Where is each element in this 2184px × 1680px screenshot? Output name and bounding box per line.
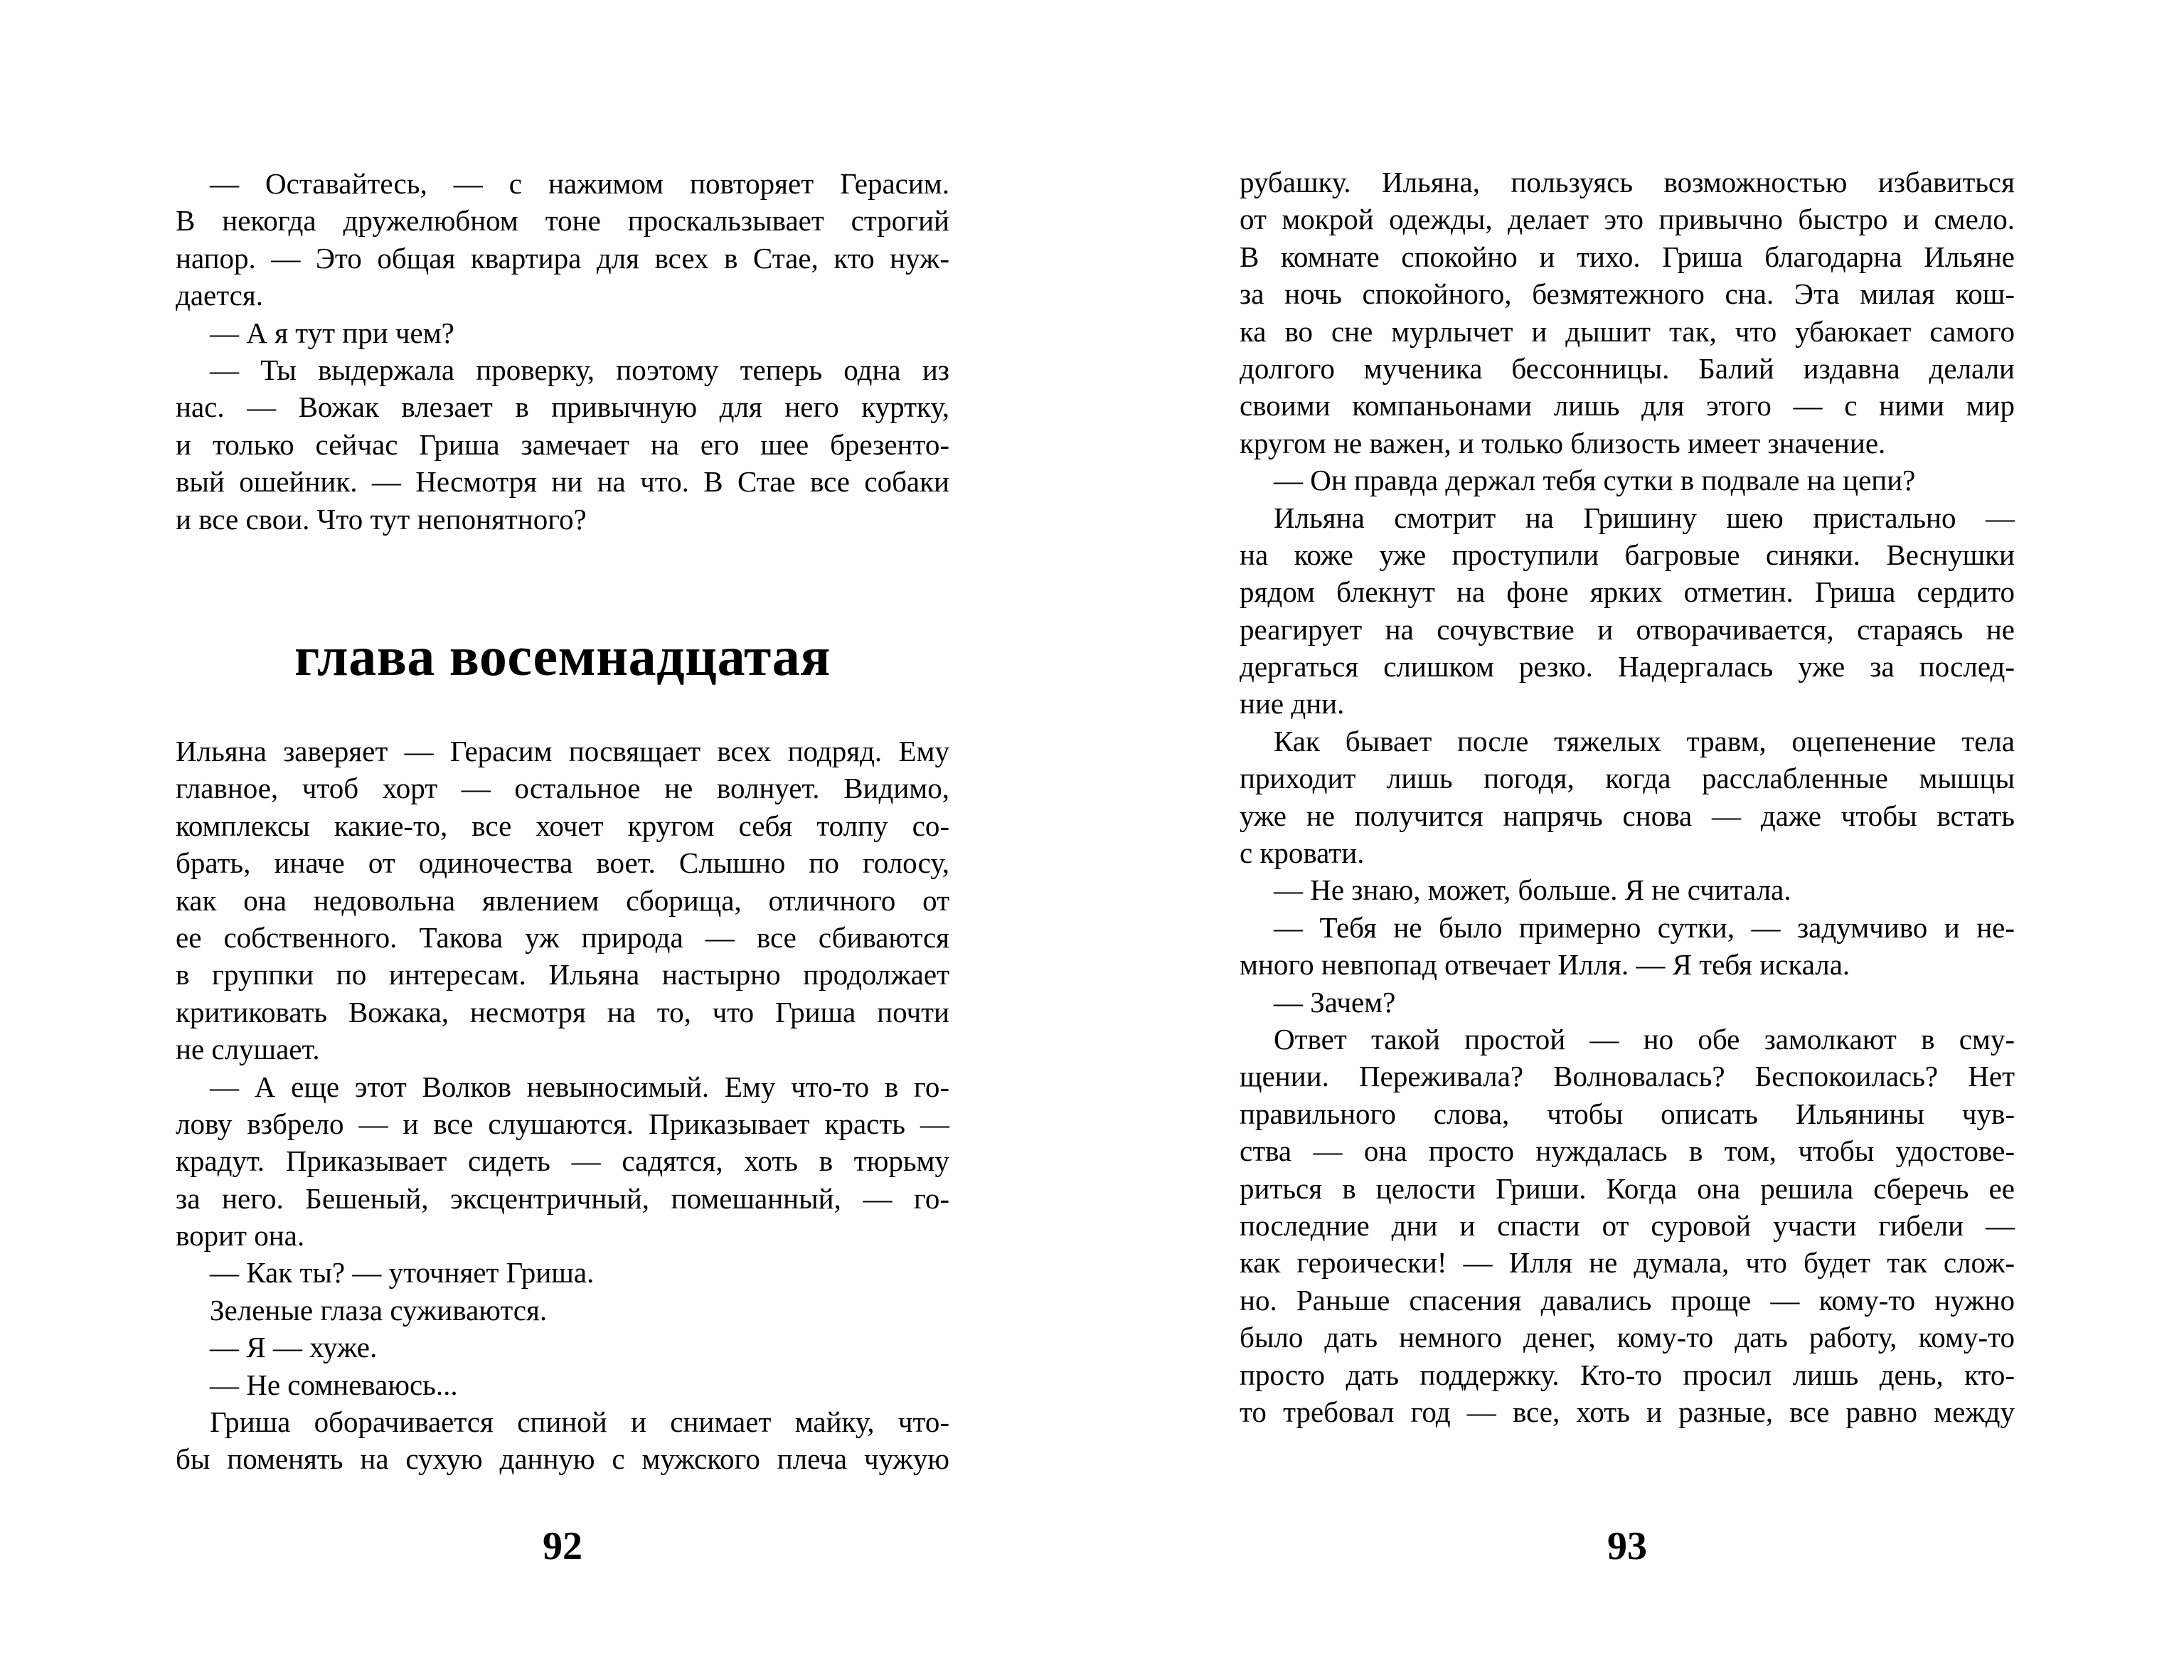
text-line: ние дни.: [1240, 687, 1345, 721]
text-line: Гриша оборачивается спиной и снимает майку, что-: [210, 1405, 949, 1439]
text-line: как она недовольна явлением сборища, отличного от: [176, 883, 949, 917]
text-line: В некогда дружелюбном тоне проскальзывает строгий: [176, 204, 949, 238]
paragraph: [176, 733, 949, 1068]
text-line: реагирует на сочувствие и отворачивается, стараясь не: [1240, 612, 2015, 646]
text-line: дается.: [176, 279, 263, 312]
text-line: — Оставайтесь, — с нажимом повторяет Герасим.: [210, 167, 949, 200]
text-line: и только сейчас Гриша замечает на его шее брезенто-: [176, 427, 949, 461]
paragraph: [176, 1403, 949, 1478]
text-line: — Я — хуже.: [210, 1331, 378, 1364]
text-line: критиковать Вожака, несмотря на то, что Гриша почти: [176, 995, 949, 1028]
text-line: вый ошейник. — Несмотря ни на что. В Стае все собаки: [176, 465, 949, 499]
paragraph: [1240, 499, 2015, 723]
text-line: бы поменять на сухую данную с мужского плеча чужую: [176, 1442, 949, 1476]
text-line: Зеленые глаза суживаются.: [210, 1293, 548, 1327]
text-line: напор. — Это общая квартира для всех в Стае, кто нуж-: [176, 241, 949, 275]
text-line: — Зачем?: [1274, 985, 1396, 1019]
text-line: — А еще этот Волков невыносимый. Ему что-то в го-: [210, 1070, 949, 1103]
text-line: — Как ты? — уточняет Гриша.: [210, 1256, 595, 1290]
text-line: приходит лишь погодя, когда расслабленные мышцы: [1240, 762, 2015, 795]
right-page-text: [1240, 164, 2015, 1430]
text-line: главное, чтоб хорт — остальное не волнует. Видимо,: [176, 772, 949, 805]
text-line: было дать немного денег, кому-то дать работу, кому-то: [1240, 1321, 2015, 1354]
text-line: риться в целости Гриши. Когда она решила сберечь ее: [1240, 1171, 2015, 1205]
text-line: от мокрой одежды, делает это привычно быстро и смело.: [1240, 203, 2015, 236]
text-line: за него. Бешеный, эксцентричный, помешанный, — го-: [176, 1181, 949, 1215]
text-line: кругом не важен, и только близость имеет значение.: [1240, 426, 1886, 459]
text-line: долгого мученика бессонницы. Балий издавна делали: [1240, 351, 2015, 385]
text-line: Как бывает после тяжелых травм, оцепенение тела: [1274, 724, 2015, 757]
paragraph: [1240, 909, 2015, 984]
paragraph: [1240, 462, 2015, 499]
paragraph: [1240, 1021, 2015, 1430]
text-line: в группки по интересам. Ильяна настырно продолжает: [176, 958, 949, 991]
text-line: — Тебя не было примерно сутки, — задумчиво и не-: [1274, 910, 2015, 944]
text-line: ка во сне мурлычет и дышит так, что убаюкает самого: [1240, 314, 2015, 348]
left-page-text-lower: [176, 733, 949, 1478]
paragraph: [1240, 164, 2015, 462]
text-line: уже не получится напрячь снова — даже чтобы встать: [1240, 799, 2015, 832]
text-line: ства — она просто нуждалась в том, чтобы удостове-: [1240, 1134, 2015, 1168]
text-line: своими компаньонами лишь для этого — с ними мир: [1240, 389, 2015, 422]
text-line: — Не знаю, может, больше. Я не считала.: [1274, 873, 1791, 907]
right-page-number: 93: [1607, 1524, 1647, 1568]
text-line: за ночь спокойного, безмятежного сна. Эта милая кош-: [1240, 277, 2015, 311]
left-page-text-upper: [176, 165, 949, 538]
paragraph: [176, 1292, 949, 1329]
paragraph: [176, 351, 949, 538]
text-line: — Он правда держал тебя сутки в подвале на цепи?: [1274, 464, 1916, 497]
paragraph: [176, 1254, 949, 1291]
text-line: правильного слова, чтобы описать Ильянины чув-: [1240, 1097, 2015, 1130]
text-line: Ильяна заверяет — Герасим посвящает всех подряд. Ему: [176, 735, 949, 767]
text-line: с кровати.: [1240, 836, 1365, 870]
text-line: ее собственного. Такова уж природа — все сбиваются: [176, 920, 949, 954]
text-line: комплексы какие-то, все хочет кругом себя толпу со-: [176, 809, 949, 842]
text-line: рядом блекнут на фоне ярких отметин. Гриша сердито: [1240, 575, 2015, 609]
paragraph: [1240, 984, 2015, 1021]
text-line: последние дни и спасти от суровой участи гибели —: [1240, 1208, 2015, 1242]
paragraph: [1240, 871, 2015, 908]
text-line: В комнате спокойно и тихо. Гриша благодарна Ильяне: [1240, 240, 2015, 273]
paragraph: [176, 1068, 949, 1255]
text-line: на коже уже проступили багровые синяки. Веснушки: [1240, 538, 2015, 571]
text-line: лову взбрело — и все слушаются. Приказывает красть —: [176, 1107, 949, 1140]
text-line: брать, иначе от одиночества воет. Слышно по голосу,: [176, 846, 949, 880]
text-line: дергаться слишком резко. Надергалась уже за послед-: [1240, 650, 2015, 684]
text-line: не слушает.: [176, 1033, 320, 1066]
text-line: много невпопад отвечает Илля. — Я тебя искала.: [1240, 948, 1850, 982]
text-line: ворит она.: [176, 1219, 305, 1253]
paragraph: [1240, 723, 2015, 872]
text-line: щении. Переживала? Волновалась? Беспокоилась? Нет: [1240, 1060, 2015, 1093]
text-line: рубашку. Ильяна, пользуясь возможностью избавиться: [1240, 166, 2015, 198]
text-line: — Не сомневаюсь...: [210, 1368, 458, 1401]
text-line: Ответ такой простой — но обе замолкают в сму-: [1274, 1022, 2015, 1056]
text-line: но. Раньше спасения давались проще — кому-то нужно: [1240, 1283, 2015, 1317]
text-line: то требовал год — все, хоть и разные, все равно между: [1240, 1395, 2015, 1428]
text-line: как героически! — Илля не думала, что будет так слож-: [1240, 1246, 2015, 1280]
chapter-heading: глава восемнадцатая: [294, 625, 831, 687]
text-line: — А я тут при чем?: [210, 316, 454, 349]
left-page-number: 92: [543, 1524, 582, 1568]
text-line: крадут. Приказывает сидеть — садятся, хоть в тюрьму: [176, 1144, 949, 1178]
text-line: просто дать поддержку. Кто-то просил лишь день, кто-: [1240, 1358, 2015, 1391]
paragraph: [176, 165, 949, 314]
text-line: и все свои. Что тут непонятного?: [176, 502, 587, 536]
paragraph: [176, 314, 949, 351]
text-line: Ильяна смотрит на Гришину шею пристально —: [1274, 501, 2015, 534]
text-line: нас. — Вожак влезает в привычную для него куртку,: [176, 390, 949, 424]
paragraph: [176, 1329, 949, 1366]
paragraph: [176, 1366, 949, 1403]
text-line: — Ты выдержала проверку, поэтому теперь одна из: [210, 353, 949, 386]
